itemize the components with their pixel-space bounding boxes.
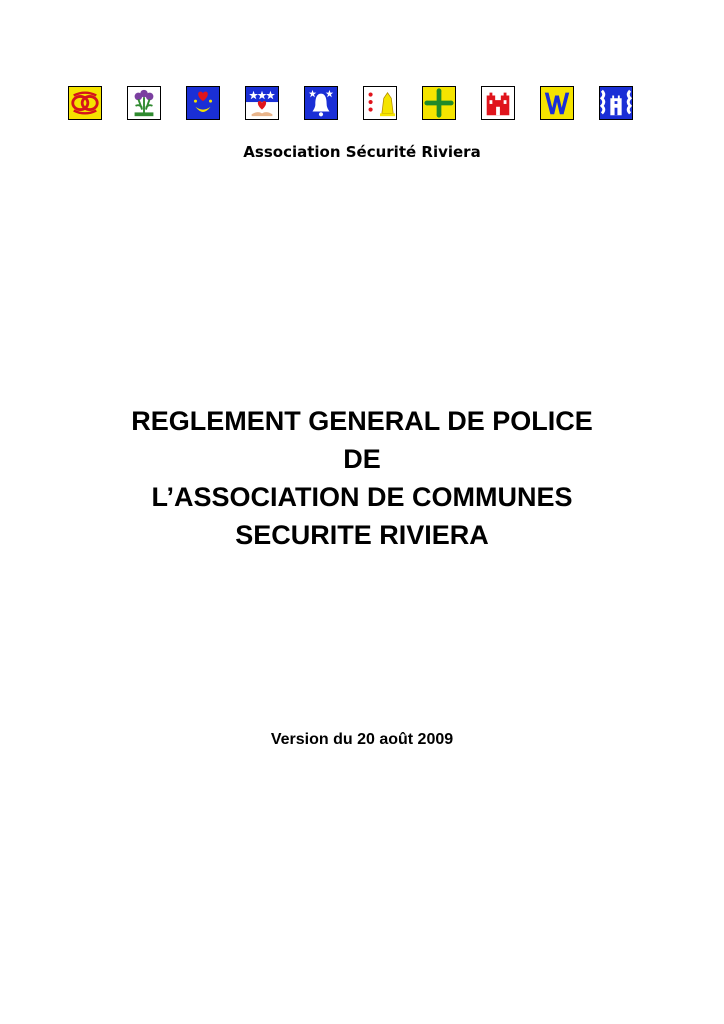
association-name: Association Sécurité Riviera <box>243 143 481 161</box>
crest-heart-moon-icon <box>186 86 220 120</box>
title-line-2: DE <box>343 444 381 474</box>
title-line-4: SECURITE RIVIERA <box>235 520 489 550</box>
title-line-3: L’ASSOCIATION DE COMMUNES <box>151 482 573 512</box>
crest-bell-icon <box>304 86 338 120</box>
crest-knot-icon <box>68 86 102 120</box>
document-title <box>0 402 724 554</box>
crest-tower-waves-icon <box>599 86 633 120</box>
crest-w-icon <box>540 86 574 120</box>
crest-thistle-icon <box>127 86 161 120</box>
municipal-crests-row <box>68 86 636 122</box>
crest-tower-split-icon <box>363 86 397 120</box>
version-date: Version du 20 août 2009 <box>270 731 454 748</box>
title-line-1: REGLEMENT GENERAL DE POLICE <box>131 406 593 436</box>
crest-red-castle-icon <box>481 86 515 120</box>
crest-green-cross-icon <box>422 86 456 120</box>
crest-stars-hands-icon <box>245 86 279 120</box>
